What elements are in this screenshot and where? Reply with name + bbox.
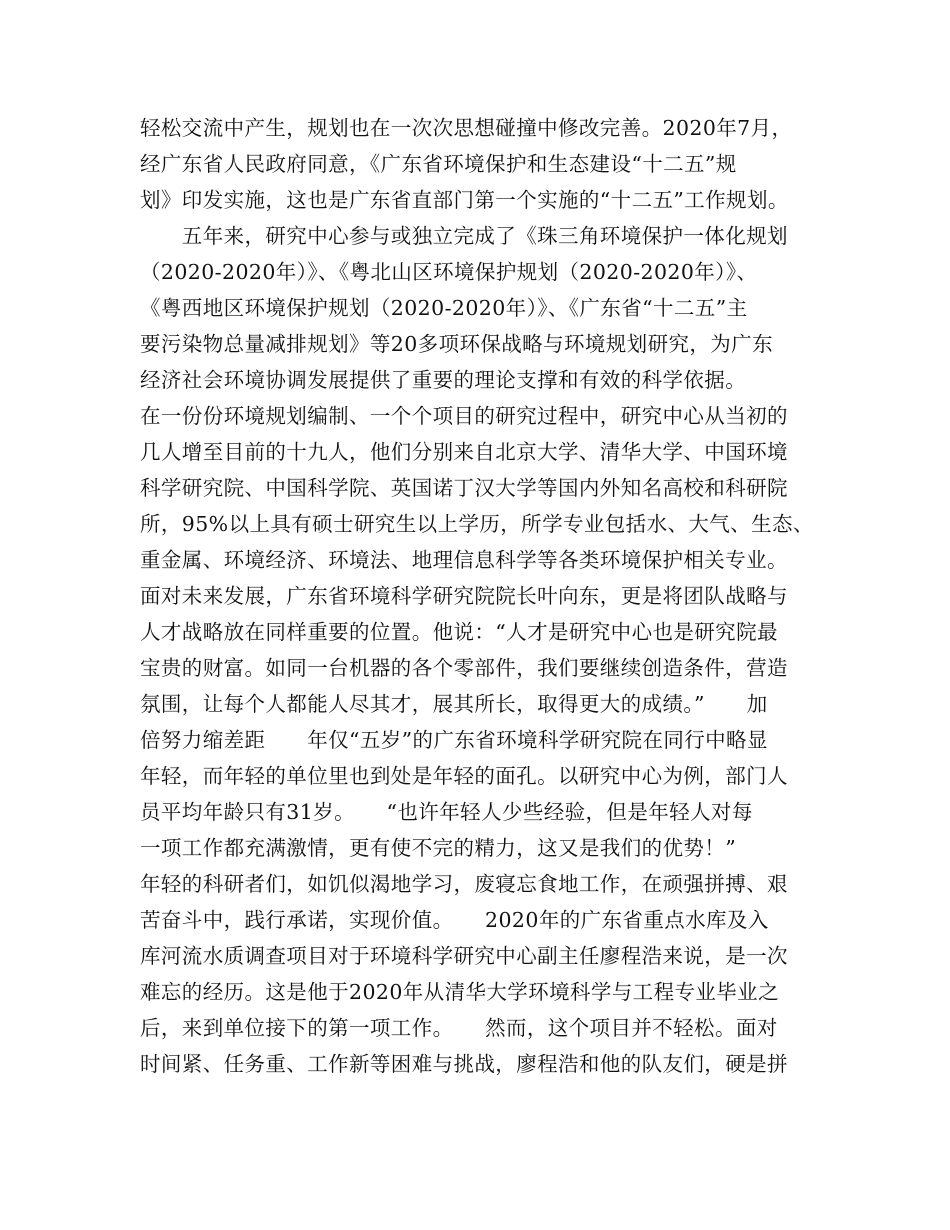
text-line: 年轻，而年轻的单位里也到处是年轻的面孔。以研究中心为例，部门人 (140, 764, 788, 788)
text-line: 年轻的科研者们，如饥似渴地学习，废寝忘食地工作，在顽强拼搏、艰 (140, 872, 788, 896)
text-line: 所，95%以上具有硕士研究生以上学历，所学专业包括水、大气、生态、 (140, 512, 814, 536)
text-line: 人才战略放在同样重要的位置。他说：“人才是研究中心也是研究院最 (140, 620, 778, 644)
text-line: 要污染物总量减排规划》等20多项环保战略与环境规划研究，为广东 (140, 332, 773, 356)
text-line: 苦奋斗中，践行承诺，实现价值。 2020年的广东省重点水库及入 (140, 908, 769, 932)
text-line: 员平均年龄只有31岁。 “也许年轻人少些经验，但是年轻人对每 (140, 800, 753, 824)
text-line: 面对未来发展，广东省环境科学研究院院长叶向东，更是将团队战略与 (140, 584, 788, 608)
text-line: 经济社会环境协调发展提供了重要的理论支撑和有效的科学依据。 (140, 368, 747, 392)
text-line: 宝贵的财富。如同一台机器的各个零部件，我们要继续创造条件，营造 (140, 656, 788, 680)
text-line: 重金属、环境经济、环境法、地理信息科学等各类环境保护相关专业。 (140, 548, 788, 572)
text-line: 五年来，研究中心参与或独立完成了《珠三角环境保护一体化规划 (140, 224, 788, 248)
text-line: 轻松交流中产生，规划也在一次次思想碰撞中修改完善。2020年7月， (140, 116, 793, 140)
text-line: 划》印发实施，这也是广东省直部门第一个实施的“十二五”工作规划。 (140, 188, 789, 212)
text-line: 经广东省人民政府同意，《广东省环境保护和生态建设“十二五”规 (140, 152, 737, 176)
text-line: 氛围，让每个人都能人尽其才，展其所长，取得更大的成绩。” 加 (140, 692, 768, 716)
text-line: 几人增至目前的十九人，他们分别来自北京大学、清华大学、中国环境 (140, 440, 788, 464)
text-line: 后，来到单位接下的第一项工作。 然而，这个项目并不轻松。面对 (140, 1016, 778, 1040)
text-line: 倍努力缩差距 年仅“五岁”的广东省环境科学研究院在同行中略显 (140, 728, 768, 752)
text-line: 库河流水质调查项目对于环境科学研究中心副主任廖程浩来说，是一次 (140, 944, 788, 968)
text-line: 难忘的经历。这是他于2020年从清华大学环境科学与工程专业毕业之 (140, 980, 779, 1004)
text-line: 时间紧、任务重、工作新等困难与挑战，廖程浩和他的队友们，硬是拼 (140, 1052, 788, 1076)
text-line: 一项工作都充满激情，更有使不完的精力，这又是我们的优势！” (140, 836, 737, 860)
body-text (140, 110, 830, 1082)
text-line: 在一份份环境规划编制、一个个项目的研究过程中，研究中心从当初的 (140, 404, 788, 428)
text-line: 《粤西地区环境保护规划（2020-2020年）》、《广东省“十二五”主 (140, 296, 748, 320)
text-line: 科学研究院、中国科学院、英国诺丁汉大学等国内外知名高校和科研院 (140, 476, 788, 500)
text-line: （2020-2020年）》、《粤北山区环境保护规划（2020-2020年）》、 (140, 260, 758, 284)
